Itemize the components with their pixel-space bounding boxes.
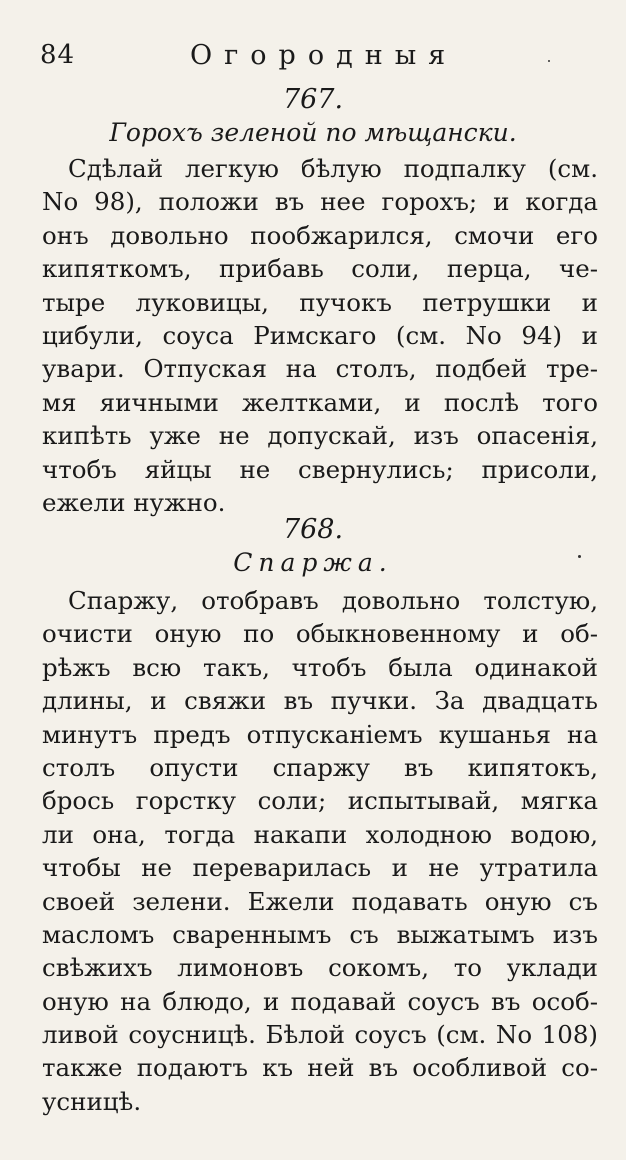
text-line: увари. Отпуская на столъ, подбей тре- <box>42 354 598 384</box>
recipe-body <box>42 584 598 1118</box>
text-line: мя яичными желтками, и послѣ того <box>42 387 598 417</box>
text-line: масломъ свареннымъ съ выжатымъ изъ <box>42 919 598 949</box>
text-line: также подаютъ къ ней въ особливой со- <box>42 1053 598 1083</box>
text-line: минутъ предъ отпусканіемъ кушанья на <box>42 719 598 749</box>
text-line: тыре луковицы, пучокъ петрушки и <box>42 287 598 317</box>
text-line: No 98), положи въ нее горохъ; и когда <box>42 187 598 217</box>
text-line: усницѣ. <box>42 1086 142 1116</box>
running-title: Огородныя <box>190 40 458 71</box>
text-line: Спаржу, отобравъ довольно толстую, <box>68 586 598 615</box>
text-line: ливой соусницѣ. Бѣлой соусъ (см. No 108) <box>42 1020 598 1050</box>
text-line: кипѣть уже не допускай, изъ опасенія, <box>42 421 598 451</box>
text-line: ли она, тогда накапи холодною водою, <box>42 819 598 849</box>
text-line: очисти оную по обыкновенному и об- <box>42 619 598 649</box>
text-line: кипяткомъ, прибавь соли, перца, че- <box>42 254 598 284</box>
ink-speck <box>578 555 581 558</box>
text-line: своей зелени. Ежели подавать оную съ <box>42 886 598 916</box>
text-line: онъ довольно пообжарился, смочи его <box>42 220 598 250</box>
text-line: свѣжихъ лимоновъ сокомъ, то уклади <box>42 953 598 983</box>
ink-speck <box>548 60 550 62</box>
text-line: чтобы не переварилась и не утратила <box>42 853 598 883</box>
recipe-number: 768. <box>282 514 344 545</box>
text-line: цибули, соуса Римскаго (см. No 94) и <box>42 320 598 350</box>
text-line: длины, и свяжи въ пучки. За двадцать <box>42 686 598 716</box>
text-line: столъ опусти спаржу въ кипятокъ, <box>42 752 598 782</box>
page-header <box>40 40 600 80</box>
page-number: 84 <box>40 40 76 70</box>
text-line: брось горстку соли; испытывай, мягка <box>42 786 598 816</box>
text-line: чтобъ яйцы не свернулись; присоли, <box>42 454 598 484</box>
text-line: ежели нужно. <box>42 487 226 517</box>
recipe-title: Спаржа. <box>233 548 393 577</box>
text-line: оную на блюдо, и подавай соусъ въ особ- <box>42 986 598 1016</box>
recipe-title: Горохъ зеленой по мѣщански. <box>109 118 517 147</box>
recipe-number: 767. <box>282 84 344 115</box>
recipe-body <box>42 152 598 519</box>
text-line: Сдѣлай легкую бѣлую подпалку (см. <box>68 154 598 183</box>
text-line: рѣжъ всю такъ, чтобъ была одинакой <box>42 652 598 682</box>
